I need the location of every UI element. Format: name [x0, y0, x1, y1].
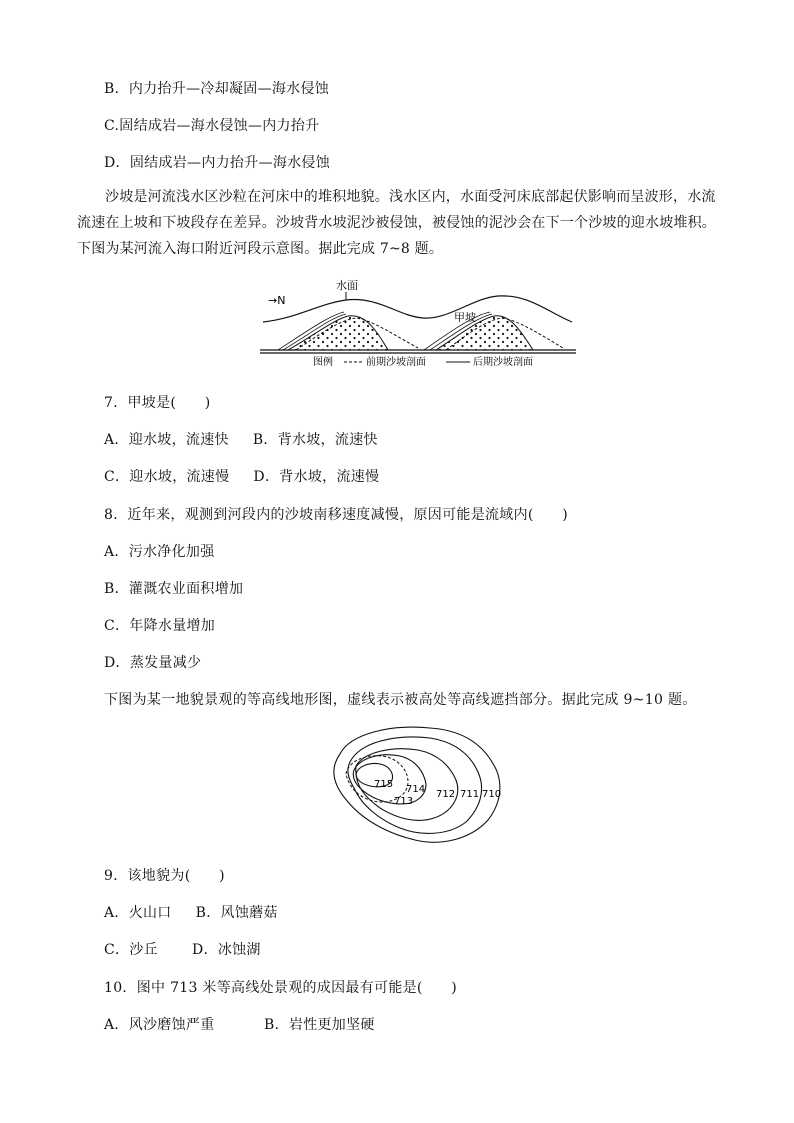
q9-options-row2: [104, 940, 261, 960]
q9-stem: 9．该地貌为( ): [104, 868, 225, 884]
q9-option-c: C．沙丘: [104, 942, 158, 958]
q8-option-b: B．灌溉农业面积增加: [104, 581, 244, 597]
label-712: 712: [436, 789, 456, 800]
q8-option-c: C．年降水量增加: [104, 618, 216, 634]
q10-option-a: A．风沙磨蚀严重: [104, 1017, 215, 1033]
label-713: 713: [394, 796, 414, 807]
slope-jia-label: 甲坡: [454, 311, 476, 324]
q10-option-b: B．岩性更加坚硬: [264, 1017, 375, 1033]
q9-option-d: D．冰蚀湖: [192, 942, 261, 958]
sand-slope-figure: [258, 276, 578, 371]
q7-options-row1: [104, 430, 378, 450]
q7-option-c: C．迎水坡，流速慢: [104, 469, 230, 485]
dune-1: [288, 316, 388, 350]
label-710: 710: [482, 789, 502, 800]
q7-option-a: A．迎水坡，流速快: [104, 432, 229, 448]
q9-option-b: B．风蚀蘑菇: [195, 905, 278, 921]
q7-options-row2: [104, 467, 379, 487]
q10-stem: 10．图中 713 米等高线处景观的成因最有可能是( ): [104, 980, 458, 996]
q6-option-d: D．固结成岩—内力抬升—海水侵蚀: [104, 155, 331, 171]
water-surface-line: [263, 296, 572, 322]
legend-title: 图例: [313, 357, 333, 368]
q10-options-row1: [104, 1015, 375, 1035]
q7-option-b: B．背水坡，流速快: [252, 432, 378, 448]
q7-option-d: D．背水坡，流速慢: [253, 469, 380, 485]
q8-option-d: D．蒸发量减少: [104, 655, 202, 671]
q9-option-a: A．火山口: [104, 905, 172, 921]
legend-dashed-label: 前期沙坡剖面: [366, 357, 426, 368]
contour-map-figure: [320, 722, 520, 850]
q8-option-a: A．污水净化加强: [104, 544, 215, 560]
q7-stem: 7．甲坡是( ): [104, 395, 211, 411]
label-711: 711: [460, 789, 480, 800]
passage-sand-slope: 沙坡是河流浅水区沙粒在河床中的堆积地貌。浅水区内，水面受河床底部起伏影响而呈波形，水流流速在上坡和下坡段存在差异。沙坡背水坡泥沙被侵蚀，被侵蚀的泥沙会在下一个沙坡的迎水坡堆积。下图为某河流入海口附近河段示意图。据此完成 7~8 题。: [77, 189, 716, 257]
passage-contour: 下图为某一地貌景观的等高线地形图，虚线表示被高处等高线遮挡部分。据此完成 9~10 题。: [104, 692, 697, 708]
q8-stem: 8．近年来，观测到河段内的沙坡南移速度减慢，原因可能是流域内( ): [104, 507, 569, 523]
label-715: 715: [374, 779, 394, 790]
legend-solid-label: 后期沙坡剖面: [473, 357, 533, 368]
label-714: 714: [406, 784, 426, 795]
q6-option-b: B．内力抬升—冷却凝固—海水侵蚀: [104, 81, 330, 97]
water-surface-label: 水面: [336, 279, 358, 292]
dune-2: [436, 316, 533, 350]
north-arrow-label: →N: [268, 294, 286, 307]
q6-option-c: C.固结成岩—海水侵蚀—内力抬升: [104, 118, 320, 134]
q9-options-row1: [104, 903, 278, 923]
